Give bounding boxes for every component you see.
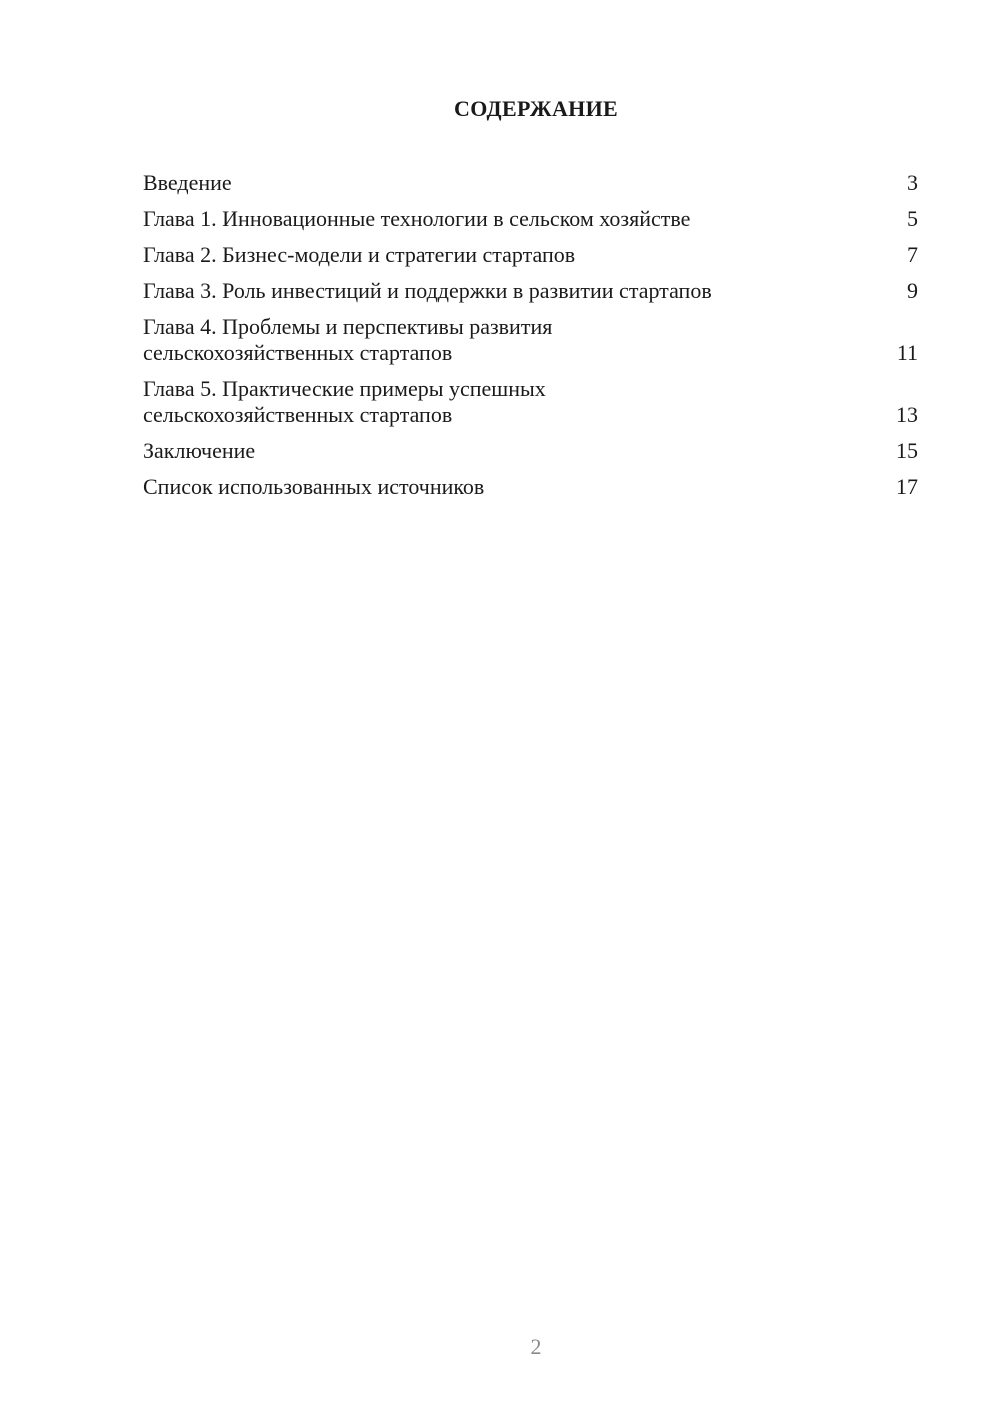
toc-entry-line: Глава 4. Проблемы и перспективы развития <box>143 314 553 339</box>
toc-entry-text <box>143 474 878 500</box>
toc-entry-line: Глава 3. Роль инвестиций и поддержки в развитии стартапов <box>143 278 712 303</box>
toc-entry-text <box>143 314 878 366</box>
toc-page-number: 7 <box>907 242 918 267</box>
toc-item-chapter-1 <box>143 206 918 232</box>
toc-page-number: 15 <box>896 438 918 463</box>
toc-page-number: 11 <box>896 340 918 365</box>
toc-item-chapter-3 <box>143 278 918 304</box>
toc-entry-line: сельскохозяйственных стартапов <box>143 340 453 365</box>
toc-entry-text <box>143 170 878 196</box>
toc-entry-line: Заключение <box>143 438 256 463</box>
toc-entry-text <box>143 206 878 232</box>
toc-entry-text <box>143 242 878 268</box>
toc-entry-line: Глава 2. Бизнес-модели и стратегии стартапов <box>143 242 576 267</box>
toc-page-number: 13 <box>896 402 918 427</box>
toc-entry-line: Глава 5. Практические примеры успешных <box>143 376 546 401</box>
toc-item-chapter-4 <box>143 314 918 366</box>
toc-item-chapter-2 <box>143 242 918 268</box>
toc-entry-text <box>143 278 878 304</box>
toc-entry-line: Глава 1. Инновационные технологии в сельском хозяйстве <box>143 206 691 231</box>
toc-page-number: 3 <box>907 170 918 195</box>
toc-page-number: 17 <box>896 474 918 499</box>
toc-entry-line: сельскохозяйственных стартапов <box>143 402 453 427</box>
toc-entry-line: Список использованных источников <box>143 474 485 499</box>
page-title: СОДЕРЖАНИЕ <box>454 96 618 121</box>
toc-entry-text <box>143 376 878 428</box>
toc-item-references <box>143 474 918 500</box>
toc-entry-line: Введение <box>143 170 232 195</box>
table-of-contents <box>143 170 918 510</box>
toc-item-introduction <box>143 170 918 196</box>
toc-page-number: 9 <box>907 278 918 303</box>
toc-entry-text <box>143 438 878 464</box>
page-number: 2 <box>530 1334 542 1359</box>
toc-page-number: 5 <box>907 206 918 231</box>
toc-item-chapter-5 <box>143 376 918 428</box>
toc-item-conclusion <box>143 438 918 464</box>
